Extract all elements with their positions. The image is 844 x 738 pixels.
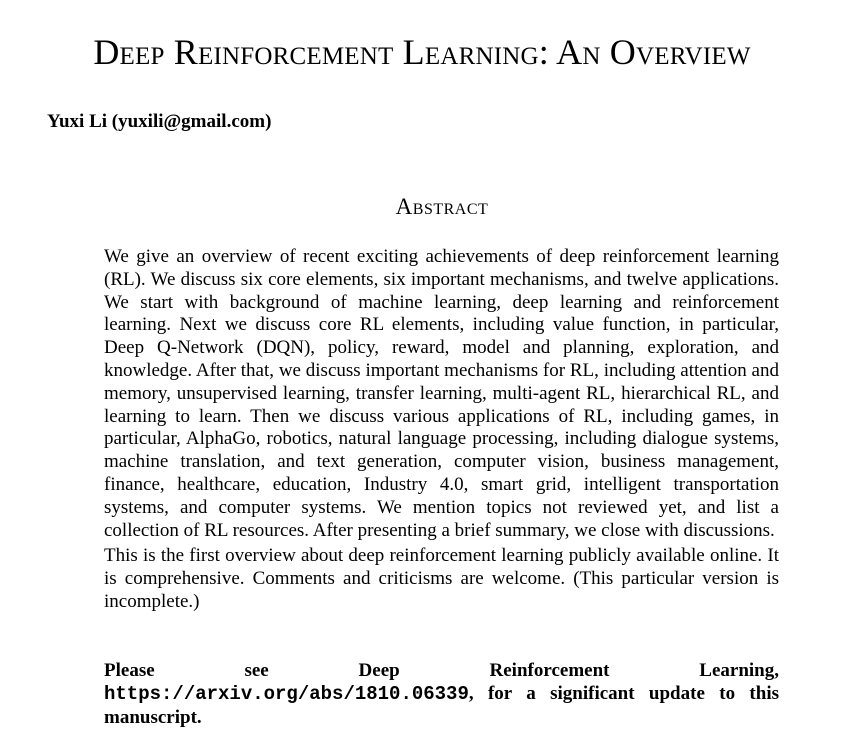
update-note-url[interactable]: https://arxiv.org/abs/1810.06339: [104, 683, 469, 705]
abstract-paragraph-2: This is the first overview about deep reinforcement learning publicly available online. It is comprehensive. Comments and criticisms are welcome. (This particular version is incomplete.): [104, 545, 779, 612]
paper-title: Deep Reinforcement Learning: An Overview: [93, 32, 751, 72]
update-note: [104, 659, 779, 729]
update-note-suffix: , for a significant update to this manuscript.: [104, 683, 779, 728]
abstract-heading: Abstract: [395, 194, 489, 219]
author-line: Yuxi Li (yuxili@gmail.com): [47, 111, 272, 132]
update-note-prefix: Please see Deep Reinforcement Learning,: [104, 660, 779, 681]
abstract-body: [104, 246, 779, 614]
abstract-paragraph-1: We give an overview of recent exciting achievements of deep reinforcement learning (RL). We discuss six core elements, six important mechanisms, and twelve applications. We start with background of machine learning, deep learning and reinforcement learning. Next we discuss core RL elements, including value function, in particular, Deep Q-Network (DQN), policy, reward, model and planning, exploration, and knowledge. After that, we discuss important mechanisms for RL, including attention and memory, unsupervised learning, transfer learning, multi-agent RL, hierarchical RL, and learning to learn. Then we discuss various applications of RL, including games, in particular, AlphaGo, robotics, natural language processing, including dialogue systems, machine translation, and text generation, computer vision, business management, finance, healthcare, education, Industry 4.0, smart grid, intelligent transportation systems, and computer systems. We mention topics not reviewed yet, and list a collection of RL resources. After presenting a brief summary, we close with discussions.: [104, 246, 779, 541]
